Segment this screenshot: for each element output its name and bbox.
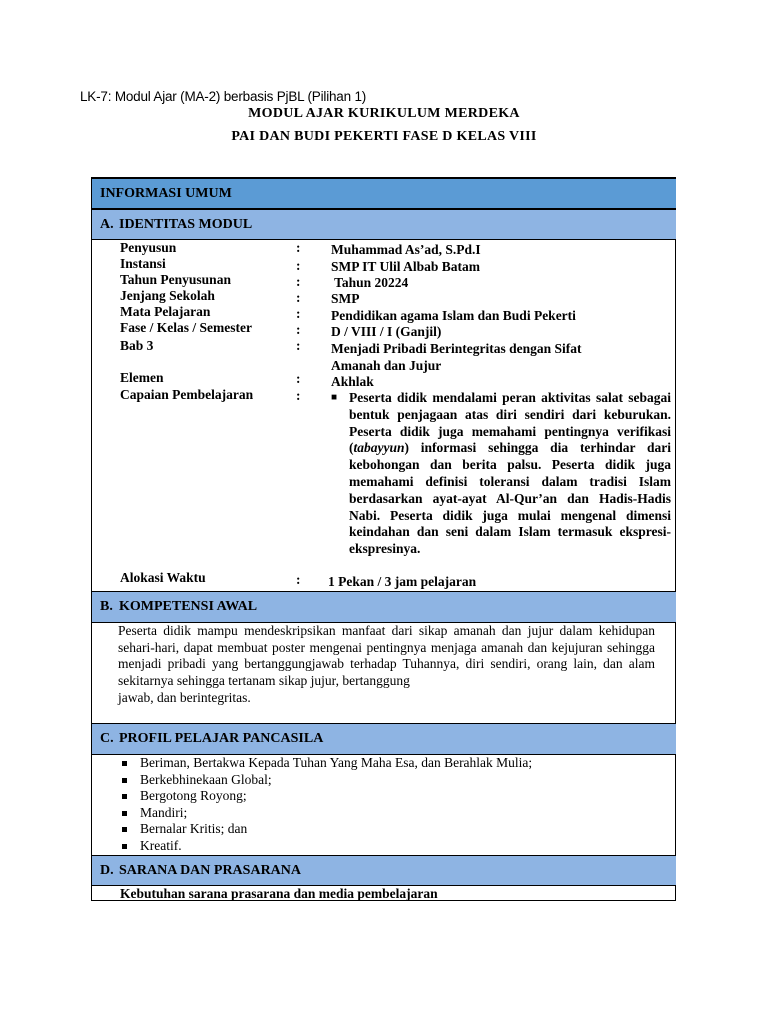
- sarana-caption: Kebutuhan sarana prasarana dan media pembelajaran: [120, 886, 438, 901]
- kompetensi-awal-text: [118, 623, 655, 707]
- kompetensi-awal-last: jawab, dan berintegritas.: [118, 689, 251, 705]
- label-instansi: Instansi: [120, 256, 166, 271]
- bullet-icon: [122, 778, 127, 783]
- colon: :: [296, 371, 301, 386]
- label-fase-kelas-semester: Fase / Kelas / Semester: [120, 320, 252, 335]
- section-a-header: [92, 209, 676, 240]
- value-alokasi-waktu: 1 Pekan / 3 jam pelajaran: [328, 574, 477, 589]
- bullet-icon: [122, 827, 127, 832]
- label-mata-pelajaran: Mata Pelajaran: [120, 304, 211, 319]
- document-title: MODUL AJAR KURIKULUM MERDEKA: [248, 106, 520, 121]
- capaian-part2: ) informasi sehingga dia terhindar dari kebohongan dan berita palsu. Peserta didik juga memahami definisi toleransi dalam tradisi Islam berdasarkan ayat-ayat Al-Qur’an dan Hadis-Hadis Nabi. Peserta didik juga mulai mengenal dimensi keindahan dan seni dalam Islam termasuk ekspresi-ekspresinya.: [349, 440, 671, 557]
- value-elemen: Akhlak: [331, 374, 374, 389]
- section-a-title: IDENTITAS MODUL: [119, 216, 253, 232]
- profil-item-text: Mandiri;: [140, 804, 188, 820]
- label-elemen: Elemen: [120, 370, 164, 385]
- label-capaian-pembelajaran: Capaian Pembelajaran: [120, 387, 254, 402]
- value-bab-line1: Menjadi Pribadi Berintegritas dengan Sifat: [331, 341, 582, 356]
- capaian-pembelajaran-text: [331, 390, 671, 558]
- colon: :: [296, 388, 301, 403]
- bullet-icon: [122, 761, 127, 766]
- label-alokasi-waktu: Alokasi Waktu: [120, 570, 206, 585]
- list-item: [120, 805, 532, 822]
- colon: :: [296, 572, 301, 587]
- colon: :: [296, 306, 301, 321]
- profil-item-text: Bergotong Royong;: [140, 788, 247, 804]
- label-tahun-penyusunan: Tahun Penyusunan: [120, 272, 231, 287]
- label-penyusun: Penyusun: [120, 240, 177, 255]
- section-c-letter: C.: [100, 731, 114, 746]
- list-item: [120, 838, 532, 855]
- profil-list: [120, 755, 532, 855]
- colon: :: [296, 338, 301, 353]
- section-c-title: PROFIL PELAJAR PANCASILA: [119, 731, 324, 746]
- bullet-icon: [122, 794, 127, 799]
- document-subtitle: PAI DAN BUDI PEKERTI FASE D KELAS VIII: [231, 129, 537, 144]
- list-item: [120, 788, 532, 805]
- section-d-letter: D.: [100, 862, 114, 878]
- info-umum-header: [92, 178, 676, 209]
- section-a-letter: A.: [100, 216, 114, 232]
- colon: :: [296, 258, 301, 273]
- value-fase-kelas-semester: D / VIII / I (Ganjil): [331, 324, 442, 339]
- kompetensi-awal-main: Peserta didik mampu mendeskripsikan manfaat dari sikap amanah dan jujur dalam kehidupan sehari-hari, dapat membuat poster mengenai pentingnya menjaga amanah dan kejujuran sehingga menjadi pribadi yang bertanggungjawab terhadap Tuhannya, diri sendiri, orang lain, dan alam sekitarnya sehingga tertanam sikap jujur, bertanggung: [118, 623, 655, 689]
- section-b-title: KOMPETENSI AWAL: [119, 599, 258, 614]
- section-c-header: [92, 723, 676, 755]
- value-tahun-penyusunan: Tahun 20224: [331, 275, 409, 290]
- label-bab: Bab 3: [120, 338, 154, 353]
- capaian-italic: tabayyun: [353, 440, 405, 456]
- colon: :: [296, 240, 301, 255]
- profil-item-text: Beriman, Bertakwa Kepada Tuhan Yang Maha Esa, dan Berahlak Mulia;: [140, 755, 533, 770]
- value-penyusun: Muhammad As’ad, S.Pd.I: [331, 242, 481, 257]
- profil-item-text: Kreatif.: [140, 837, 182, 853]
- profil-item-text: Berkebhinekaan Global;: [140, 771, 272, 787]
- bullet-icon: [122, 844, 127, 849]
- colon: :: [296, 274, 301, 289]
- lk-label: LK-7: Modul Ajar (MA-2) berbasis PjBL (Pilihan 1): [80, 89, 367, 104]
- bullet-icon: [122, 811, 127, 816]
- list-item: [120, 821, 532, 838]
- value-bab-line2: Amanah dan Jujur: [331, 358, 442, 373]
- section-b-letter: B.: [100, 599, 113, 614]
- colon: :: [296, 322, 301, 337]
- list-item: [120, 755, 532, 772]
- capaian-part1: Peserta didik mendalami peran aktivitas salat sebagai bentuk penjagaan atas diri sendiri dari keburukan. Peserta didik juga memahami pentingnya verifikasi (: [349, 390, 671, 456]
- list-item: [120, 772, 532, 789]
- colon: :: [296, 290, 301, 305]
- info-umum-title: INFORMASI UMUM: [100, 185, 232, 201]
- value-instansi: SMP IT Ulil Albab Batam: [331, 259, 481, 274]
- label-jenjang-sekolah: Jenjang Sekolah: [120, 288, 215, 303]
- section-d-title: SARANA DAN PRASARANA: [119, 862, 302, 878]
- section-b-header: [92, 591, 676, 623]
- profil-item-text: Bernalar Kritis; dan: [140, 821, 248, 837]
- value-mata-pelajaran: Pendidikan agama Islam dan Budi Pekerti: [331, 308, 576, 323]
- bullet-icon: ■: [331, 392, 338, 403]
- section-d-header: [92, 855, 676, 886]
- value-jenjang-sekolah: SMP: [331, 291, 360, 306]
